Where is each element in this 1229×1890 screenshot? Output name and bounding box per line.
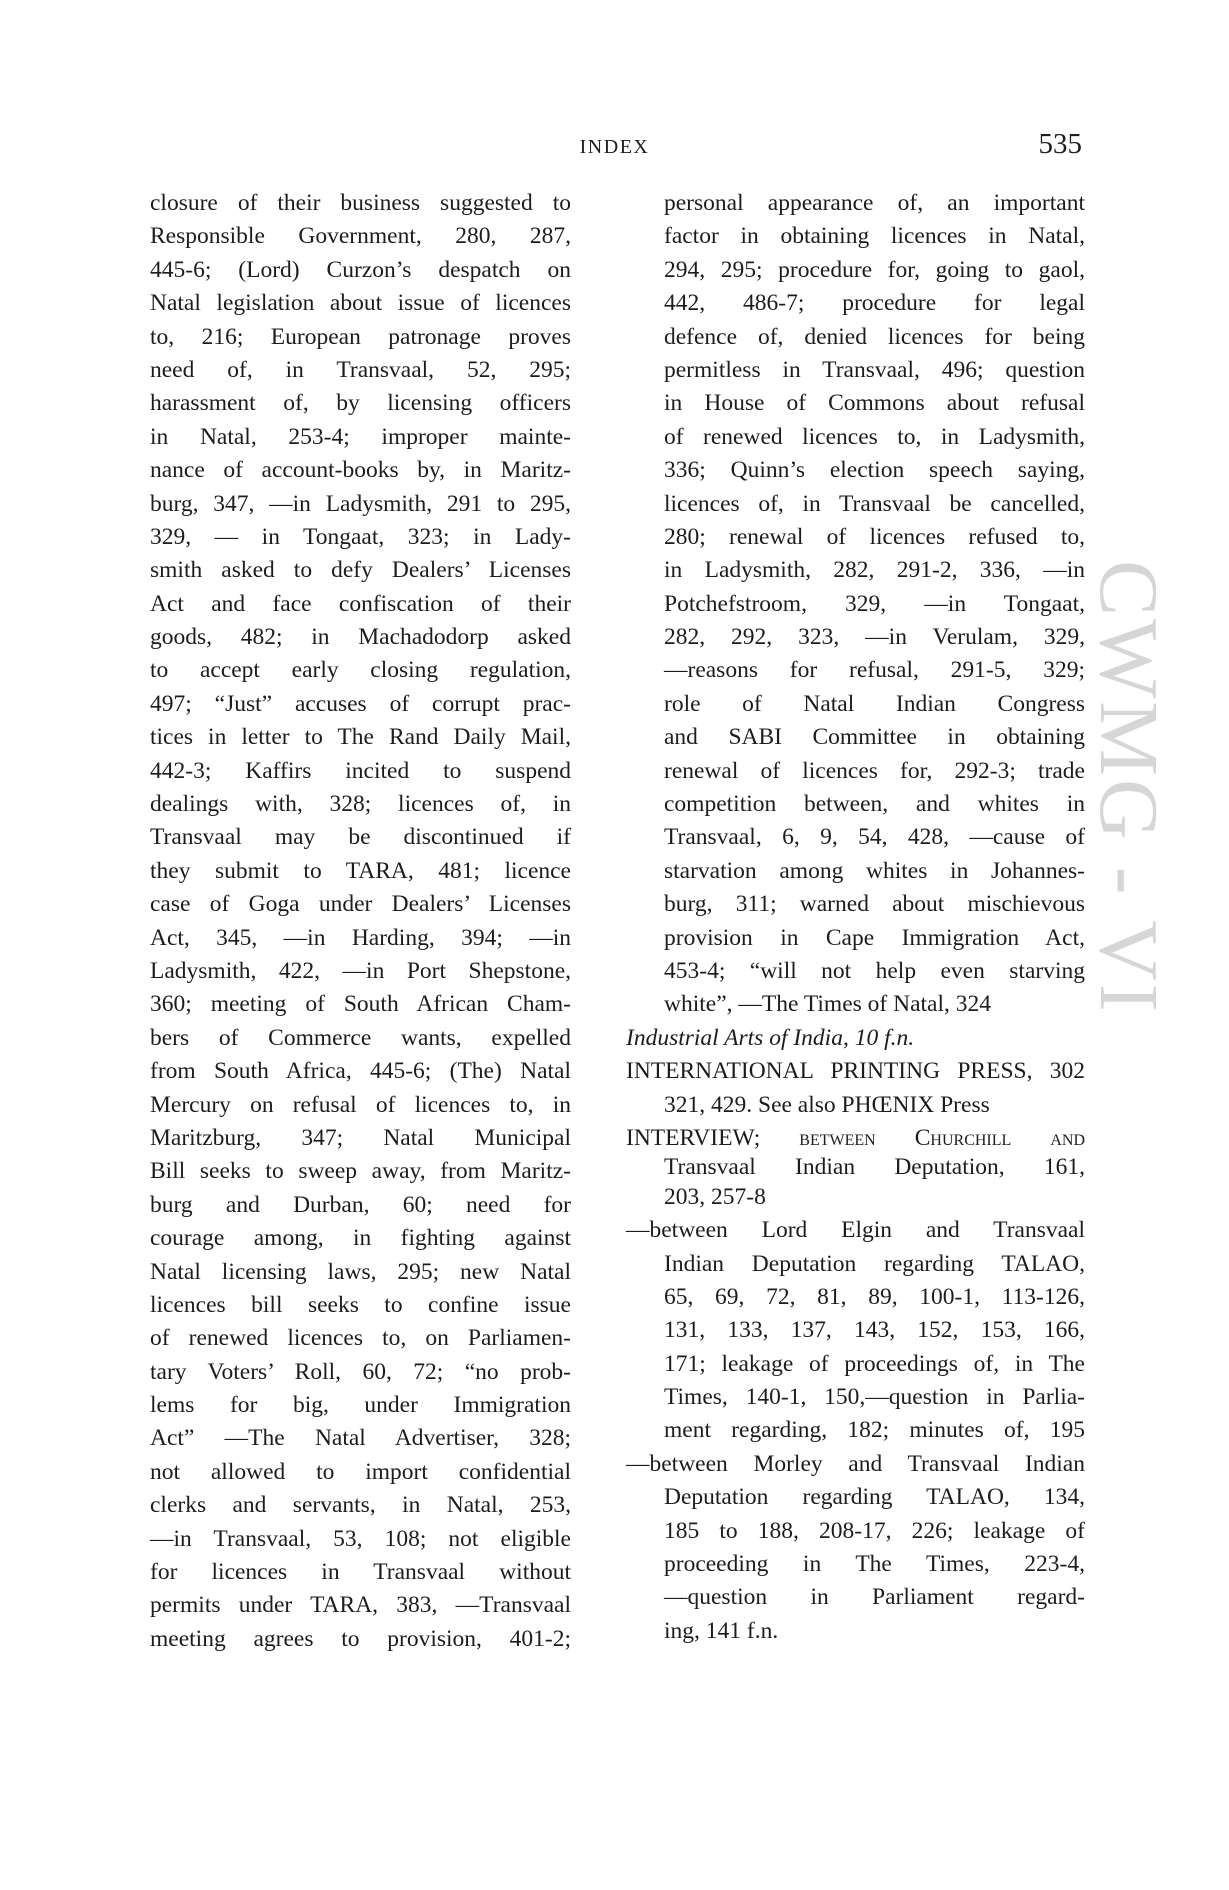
index-line: 442, 486-7; procedure for legal <box>664 290 1085 317</box>
index-line: 203, 257-8 <box>664 1183 766 1210</box>
index-line: proceeding in The Times, 223-4, <box>664 1551 1085 1578</box>
index-line: smith asked to defy Dealers’ Licenses <box>150 557 571 584</box>
index-line: in Ladysmith, 282, 291-2, 336, —in <box>664 557 1085 584</box>
index-line: 171; leakage of proceedings of, in The <box>664 1350 1085 1377</box>
index-line: 442-3; Kaffirs incited to suspend <box>150 757 571 784</box>
index-line: 185 to 188, 208-17, 226; leakage of <box>664 1517 1085 1544</box>
index-line: for licences in Transvaal without <box>150 1559 571 1586</box>
index-line: Act and face confiscation of their <box>150 590 571 617</box>
index-line: licences bill seeks to confine issue <box>150 1291 571 1318</box>
index-line: Transvaal may be discontinued if <box>150 824 571 851</box>
index-line: role of Natal Indian Congress <box>664 690 1085 717</box>
watermark: CWMG - VI <box>1082 560 1175 1015</box>
index-line: Times, 140-1, 150,—question in Parlia- <box>664 1384 1085 1411</box>
index-entry-heading: INTERNATIONAL PRINTING PRESS, 302 <box>626 1058 1085 1085</box>
index-line: starvation among whites in Johannes- <box>664 857 1085 884</box>
index-line: Transvaal, 6, 9, 54, 428, —cause of <box>664 824 1085 851</box>
index-line: case of Goga under Dealers’ Licenses <box>150 891 571 918</box>
index-line: they submit to TARA, 481; licence <box>150 857 571 884</box>
index-line: of renewed licences to, in Ladysmith, <box>664 423 1085 450</box>
left-column <box>150 187 571 1656</box>
index-line: competition between, and whites in <box>664 791 1085 818</box>
index-line: burg, 347, —in Ladysmith, 291 to 295, <box>150 490 571 517</box>
index-line: 280; renewal of licences refused to, <box>664 523 1085 550</box>
index-line: Act” —The Natal Advertiser, 328; <box>150 1425 571 1452</box>
index-line: 497; “Just” accuses of corrupt prac- <box>150 690 571 717</box>
right-column <box>626 187 1085 1648</box>
index-line: closure of their business suggested to <box>150 190 571 216</box>
index-line: factor in obtaining licences in Natal, <box>664 223 1085 250</box>
index-line: licences of, in Transvaal be cancelled, <box>664 490 1085 517</box>
index-line: to, 216; European patronage proves <box>150 323 571 350</box>
index-line: ing, 141 f.n. <box>664 1617 779 1644</box>
index-line: —question in Parliament regard- <box>664 1584 1085 1611</box>
index-line: Bill seeks to sweep away, from Maritz- <box>150 1158 571 1185</box>
index-line: 329, — in Tongaat, 323; in Lady- <box>150 523 571 550</box>
index-line: Ladysmith, 422, —in Port Shepstone, <box>150 957 571 984</box>
index-entry-heading: Industrial Arts of India, 10 f.n. <box>626 1024 915 1051</box>
index-line: goods, 482; in Machadodorp asked <box>150 624 571 651</box>
index-line: 453-4; “will not help even starving <box>664 957 1085 984</box>
index-line: —in Transvaal, 53, 108; not eligible <box>150 1525 571 1552</box>
index-line: 445-6; (Lord) Curzon’s despatch on <box>150 256 571 283</box>
index-line: permitless in Transvaal, 496; question <box>664 356 1085 383</box>
index-line: white”, —The Times of Natal, 324 <box>664 991 992 1018</box>
index-line: in House of Commons about refusal <box>664 390 1085 417</box>
index-line: Natal licensing laws, 295; new Natal <box>150 1258 571 1285</box>
index-line: defence of, denied licences for being <box>664 323 1085 350</box>
index-line: courage among, in fighting against <box>150 1225 571 1252</box>
index-line: Act, 345, —in Harding, 394; —in <box>150 924 571 951</box>
index-line: 282, 292, 323, —in Verulam, 329, <box>664 624 1085 651</box>
index-line: ment regarding, 182; minutes of, 195 <box>664 1417 1085 1444</box>
index-line: permits under TARA, 383, —Transvaal <box>150 1592 571 1619</box>
index-subentry: —between Lord Elgin and Transvaal <box>626 1217 1085 1244</box>
index-line: bers of Commerce wants, expelled <box>150 1024 571 1051</box>
index-subentry: —between Morley and Transvaal Indian <box>626 1450 1085 1477</box>
index-line: 321, 429. See also PHŒNIX Press <box>664 1091 990 1118</box>
page-number: 535 <box>1038 128 1082 160</box>
index-line: of renewed licences to, on Parliamen- <box>150 1325 571 1352</box>
index-line: provision in Cape Immigration Act, <box>664 924 1085 951</box>
index-line: lems for big, under Immigration <box>150 1392 571 1419</box>
index-line: not allowed to import confidential <box>150 1458 571 1485</box>
index-line: renewal of licences for, 292-3; trade <box>664 757 1085 784</box>
index-line: in Natal, 253-4; improper mainte- <box>150 423 571 450</box>
index-line: nance of account-books by, in Maritz- <box>150 457 571 484</box>
index-line: Responsible Government, 280, 287, <box>150 223 571 250</box>
index-line: Natal legislation about issue of licences <box>150 290 571 317</box>
index-line: Transvaal Indian Deputation, 161, <box>664 1154 1085 1181</box>
index-line: Potchefstroom, 329, —in Tongaat, <box>664 590 1085 617</box>
index-line: meeting agrees to provision, 401-2; <box>150 1625 571 1652</box>
index-line: burg, 311; warned about mischievous <box>664 891 1085 918</box>
index-line: personal appearance of, an important <box>664 190 1085 216</box>
index-line: dealings with, 328; licences of, in <box>150 791 571 818</box>
index-line: 65, 69, 72, 81, 89, 100-1, 113-126, <box>664 1283 1085 1310</box>
index-line: burg and Durban, 60; need for <box>150 1191 571 1218</box>
index-line: 294, 295; procedure for, going to gaol, <box>664 256 1085 283</box>
index-line: from South Africa, 445-6; (The) Natal <box>150 1058 571 1085</box>
index-line: Indian Deputation regarding TALAO, <box>664 1250 1085 1277</box>
running-header: INDEX <box>579 136 650 158</box>
index-line: 131, 133, 137, 143, 152, 153, 166, <box>664 1317 1085 1344</box>
index-line: Mercury on refusal of licences to, in <box>150 1091 571 1118</box>
index-line: clerks and servants, in Natal, 253, <box>150 1492 571 1519</box>
index-line: 336; Quinn’s election speech saying, <box>664 457 1085 484</box>
index-line: to accept early closing regulation, <box>150 657 571 684</box>
index-line: tary Voters’ Roll, 60, 72; “no prob- <box>150 1358 571 1385</box>
index-line: 360; meeting of South African Cham- <box>150 991 571 1018</box>
index-entry-heading: INTERVIEW; between Churchill and <box>626 1124 1085 1151</box>
index-line: Deputation regarding TALAO, 134, <box>664 1484 1085 1511</box>
index-line: need of, in Transvaal, 52, 295; <box>150 356 571 383</box>
index-line: and SABI Committee in obtaining <box>664 724 1085 751</box>
index-line: —reasons for refusal, 291-5, 329; <box>664 657 1085 684</box>
index-line: tices in letter to The Rand Daily Mail, <box>150 724 571 751</box>
index-line: harassment of, by licensing officers <box>150 390 571 417</box>
index-line: Maritzburg, 347; Natal Municipal <box>150 1124 571 1151</box>
